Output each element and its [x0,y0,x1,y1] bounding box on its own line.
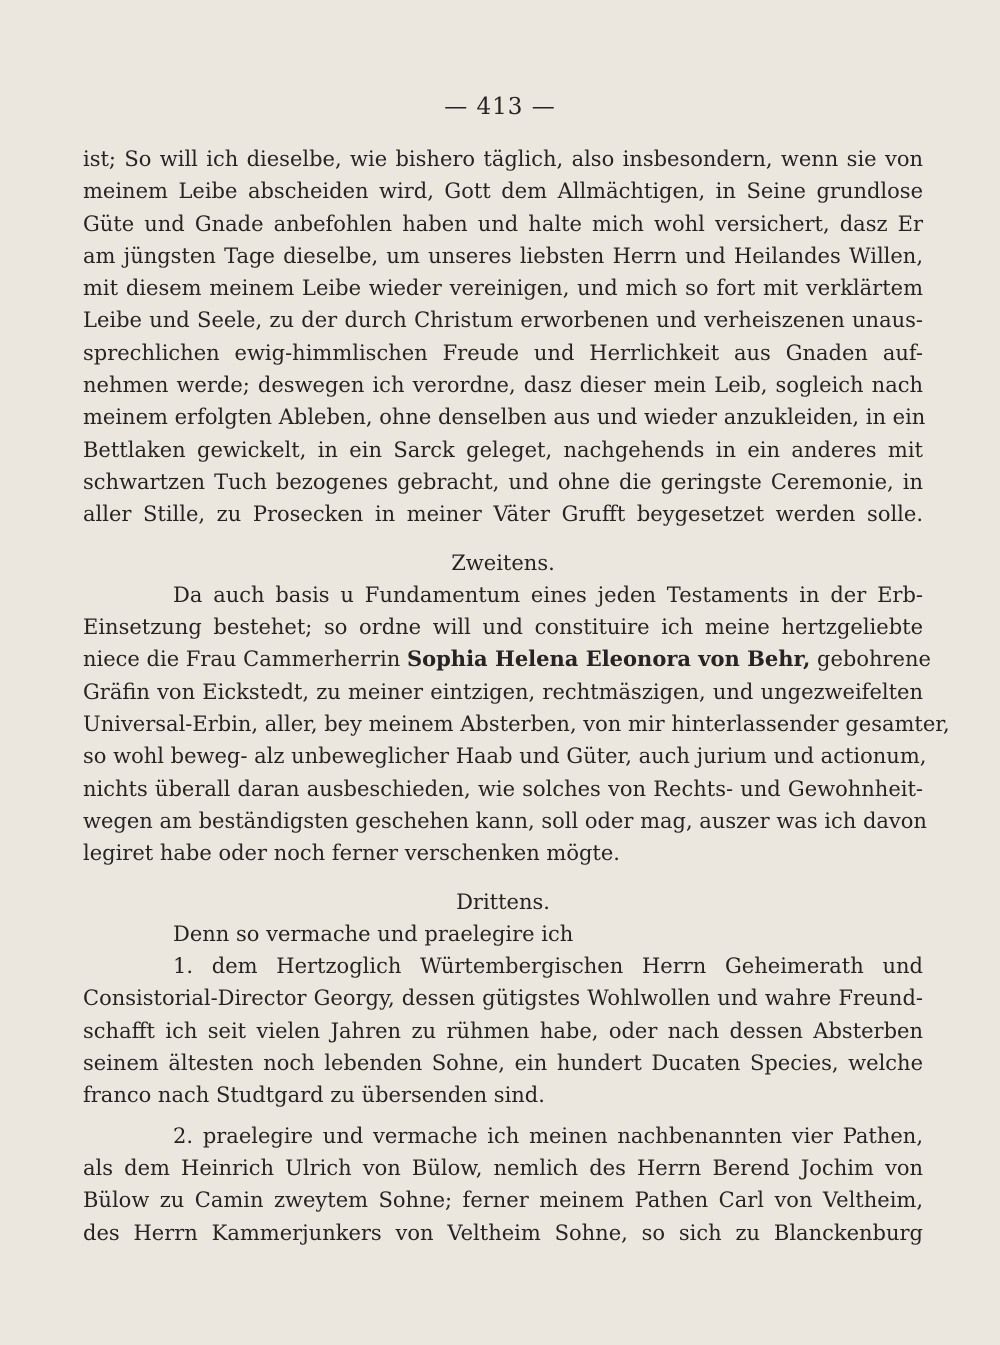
text-line: Leibe und Seele, zu der durch Christum erworbenen und verheiszenen unaus- [83,308,923,333]
page-number: — 413 — [444,94,556,120]
text-line: Gräfin von Eickstedt, zu meiner eintzigen, rechtmäszigen, und ungezweifelten [83,679,923,704]
paragraph-first [83,143,926,531]
text-line: franco nach Studtgard zu übersenden sind. [83,1083,545,1108]
text-line: am jüngsten Tage dieselbe, um unseres liebsten Herrn und Heilandes Willen, [83,243,923,268]
text-line: seinem ältesten noch lebenden Sohne, ein hundert Ducaten Species, welche [83,1051,923,1076]
text-line: Bülow zu Camin zweytem Sohne; ferner meinem Pathen Carl von Veltheim, [83,1188,923,1213]
text-line: Bettlaken gewickelt, in ein Sarck geleget, nachgehends in ein anderes mit [83,437,923,462]
text-line: nehmen werde; deswegen ich verordne, dasz dieser mein Leib, sogleich nach [83,373,923,398]
body-text [83,143,950,1249]
text-line: des Herrn Kammerjunkers von Veltheim Sohne, so sich zu Blanckenburg [83,1220,923,1245]
section-heading-drittens: Drittens. [456,889,550,914]
bequest-item-2 [83,1120,923,1249]
bequest-item-1 [83,950,923,1111]
text-line: schwartzen Tuch bezogenes gebracht, und ohne die geringste Ceremonie, in [83,469,923,494]
text-line: Consistorial-Director Georgy, dessen gütigstes Wohlwollen und wahre Freund- [83,986,923,1011]
text-fragment: niece die Frau Cammerherrin [83,647,407,672]
text-line: ist; So will ich dieselbe, wie bishero täglich, also insbesondern, wenn sie von [83,147,923,171]
heir-name: Sophia Helena Eleonora von Behr, [406,646,811,672]
text-line: 1. dem Hertzoglich Würtembergischen Herrn Geheimerath und [173,954,923,979]
text-line: nichts überall daran ausbeschieden, wie solches von Rechts- und Gewohnheit- [83,776,923,801]
text-line: sprechlichen ewig-himmlischen Freude und Herrlichkeit aus Gnaden auf- [83,340,923,365]
text-line: schafft ich seit vielen Jahren zu rühmen habe, oder nach dessen Absterben [83,1018,923,1043]
text-line: Güte und Gnade anbefohlen haben und halte mich wohl versichert, dasz Er [83,211,923,236]
text-line: aller Stille, zu Prosecken in meiner Väter Grufft beygesetzet werden solle. [83,502,923,527]
text-fragment: gebohrene [810,647,931,672]
text-line: Da auch basis u Fundamentum eines jeden Testaments in der Erb- [173,582,923,607]
text-line: legiret habe oder noch ferner verschenken mögte. [83,841,620,866]
text-line: wegen am beständigsten geschehen kann, soll oder mag, auszer was ich davon [83,808,927,833]
text-line: Universal-Erbin, aller, bey meinem Absterben, von mir hinterlassender gesamter, [83,712,950,737]
text-line: als dem Heinrich Ulrich von Bülow, nemlich des Herrn Berend Jochim von [83,1155,923,1180]
text-line: so wohl beweg- alz unbeweglicher Haab und Güter, auch jurium und actionum, [83,744,927,769]
text-line: meinem Leibe abscheiden wird, Gott dem Allmächtigen, in Seine grundlose [83,179,923,204]
text-line: 2. praelegire und vermache ich meinen nachbenannten vier Pathen, [173,1123,923,1148]
section-heading-zweitens: Zweitens. [451,550,555,575]
text-line: meinem erfolgten Ableben, ohne denselben aus und wieder anzukleiden, in ein [83,405,926,430]
text-line: mit diesem meinem Leibe wieder vereinigen, und mich so fort mit verklärtem [83,276,923,301]
text-line-intro: Denn so vermache und praelegire ich [173,921,574,946]
paragraph-zweitens [83,579,950,870]
text-line-heir [83,643,931,675]
text-line: Einsetzung bestehet; so ordne will und constituire ich meine hertzgeliebte [83,615,923,640]
